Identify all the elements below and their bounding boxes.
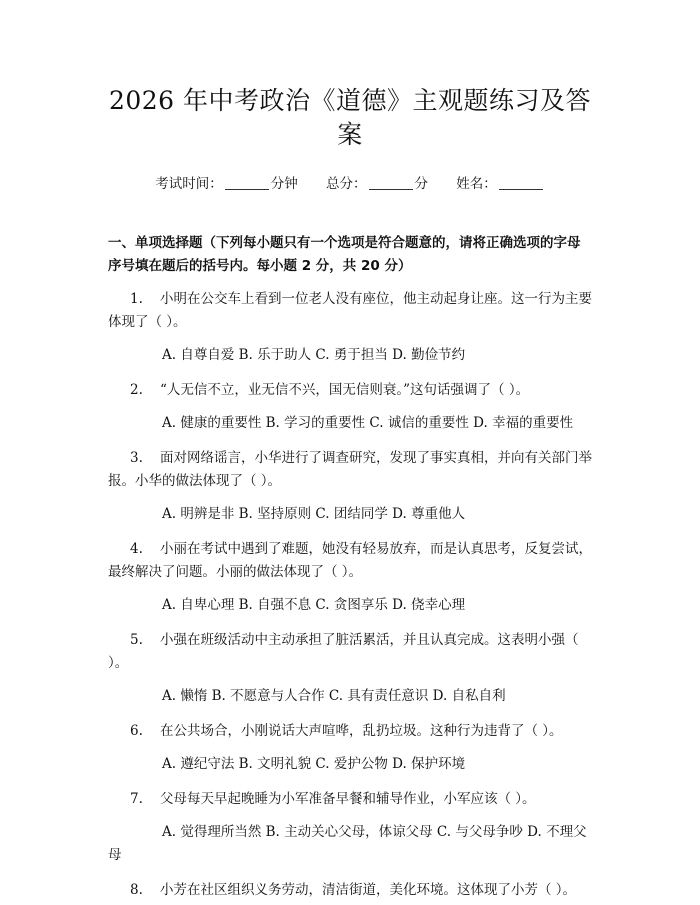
question-text: 父母每天早起晚睡为小军准备早餐和辅导作业，小军应该（ ）。	[160, 791, 536, 807]
question-stem	[108, 538, 592, 584]
question-text: “人无信不立，业无信不兴，国无信则衰。”这句话强调了（ ）。	[160, 382, 530, 398]
question-stem	[108, 879, 592, 902]
question-number: 7.	[130, 791, 143, 807]
question-options: A. 觉得理所当然 B. 主动关心父母，体谅父母 C. 与父母争吵 D. 不理父母	[108, 824, 587, 863]
exam-info-line	[108, 174, 592, 194]
question-number: 6.	[130, 723, 143, 739]
question-number: 5.	[130, 632, 143, 648]
time-unit: 分钟	[270, 176, 298, 192]
question-stem	[108, 720, 592, 743]
question-item	[108, 379, 592, 435]
question-item	[108, 447, 592, 526]
score-unit: 分	[414, 176, 428, 192]
question-text: 面对网络谣言，小华进行了调查研究，发现了事实真相，并向有关部门举报。小华的做法体现了（ ）。	[108, 450, 592, 489]
question-options: A. 懒惰 B. 不愿意与人合作 C. 具有责任意识 D. 自私自利	[162, 688, 506, 704]
question-text: 小丽在考试中遇到了难题，她没有轻易放弃，而是认真思考，反复尝试，最终解决了问题。小丽的做法体现了（ ）。	[108, 541, 592, 580]
question-text: 在公共场合，小刚说话大声喧哗，乱扔垃圾。这种行为违背了（ ）。	[160, 723, 563, 739]
question-stem	[108, 629, 592, 675]
question-number: 2.	[130, 382, 143, 398]
score-label: 总分：	[326, 176, 367, 192]
question-number: 1.	[130, 291, 143, 307]
section-heading: 一、单项选择题（下列每小题只有一个选项是符合题意的，请将正确选项的字母序号填在题后的括号内。每小题 2 分，共 20 分）	[108, 235, 581, 274]
question-stem	[108, 288, 592, 334]
question-list	[108, 288, 592, 902]
question-item	[108, 629, 592, 708]
question-stem	[108, 788, 592, 811]
question-text: 小芳在社区组织义务劳动，清洁街道，美化环境。这体现了小芳（ ）。	[160, 882, 577, 898]
name-blank	[499, 175, 543, 190]
question-item	[108, 288, 592, 367]
name-label: 姓名：	[456, 176, 497, 192]
page-title: 2026 年中考政治《道德》主观题练习及答案	[108, 86, 592, 149]
question-number: 4.	[130, 541, 143, 557]
question-item	[108, 538, 592, 617]
score-field	[326, 174, 428, 194]
question-options: A. 健康的重要性 B. 学习的重要性 C. 诚信的重要性 D. 幸福的重要性	[162, 415, 574, 431]
question-stem	[108, 379, 592, 402]
name-field	[456, 174, 545, 194]
question-options: A. 遵纪守法 B. 文明礼貌 C. 爱护公物 D. 保护环境	[162, 756, 466, 772]
question-options: A. 自卑心理 B. 自强不息 C. 贪图享乐 D. 侥幸心理	[162, 597, 466, 613]
question-text: 小明在公交车上看到一位老人没有座位，他主动起身让座。这一行为主要体现了（ ）。	[108, 291, 592, 330]
question-item	[108, 788, 592, 867]
question-options: A. 明辨是非 B. 坚持原则 C. 团结同学 D. 尊重他人	[162, 506, 466, 522]
question-stem	[108, 447, 592, 493]
time-label: 考试时间：	[155, 176, 223, 192]
question-number: 8.	[130, 882, 143, 898]
question-item	[108, 720, 592, 776]
question-options: A. 自尊自爱 B. 乐于助人 C. 勇于担当 D. 勤俭节约	[162, 347, 466, 363]
question-number: 3.	[130, 450, 143, 466]
question-item	[108, 879, 592, 902]
time-field	[155, 174, 298, 194]
question-text: 小强在班级活动中主动承担了脏活累活，并且认真完成。这表明小强（ ）。	[108, 632, 579, 671]
score-blank	[369, 175, 413, 190]
time-blank	[225, 175, 269, 190]
